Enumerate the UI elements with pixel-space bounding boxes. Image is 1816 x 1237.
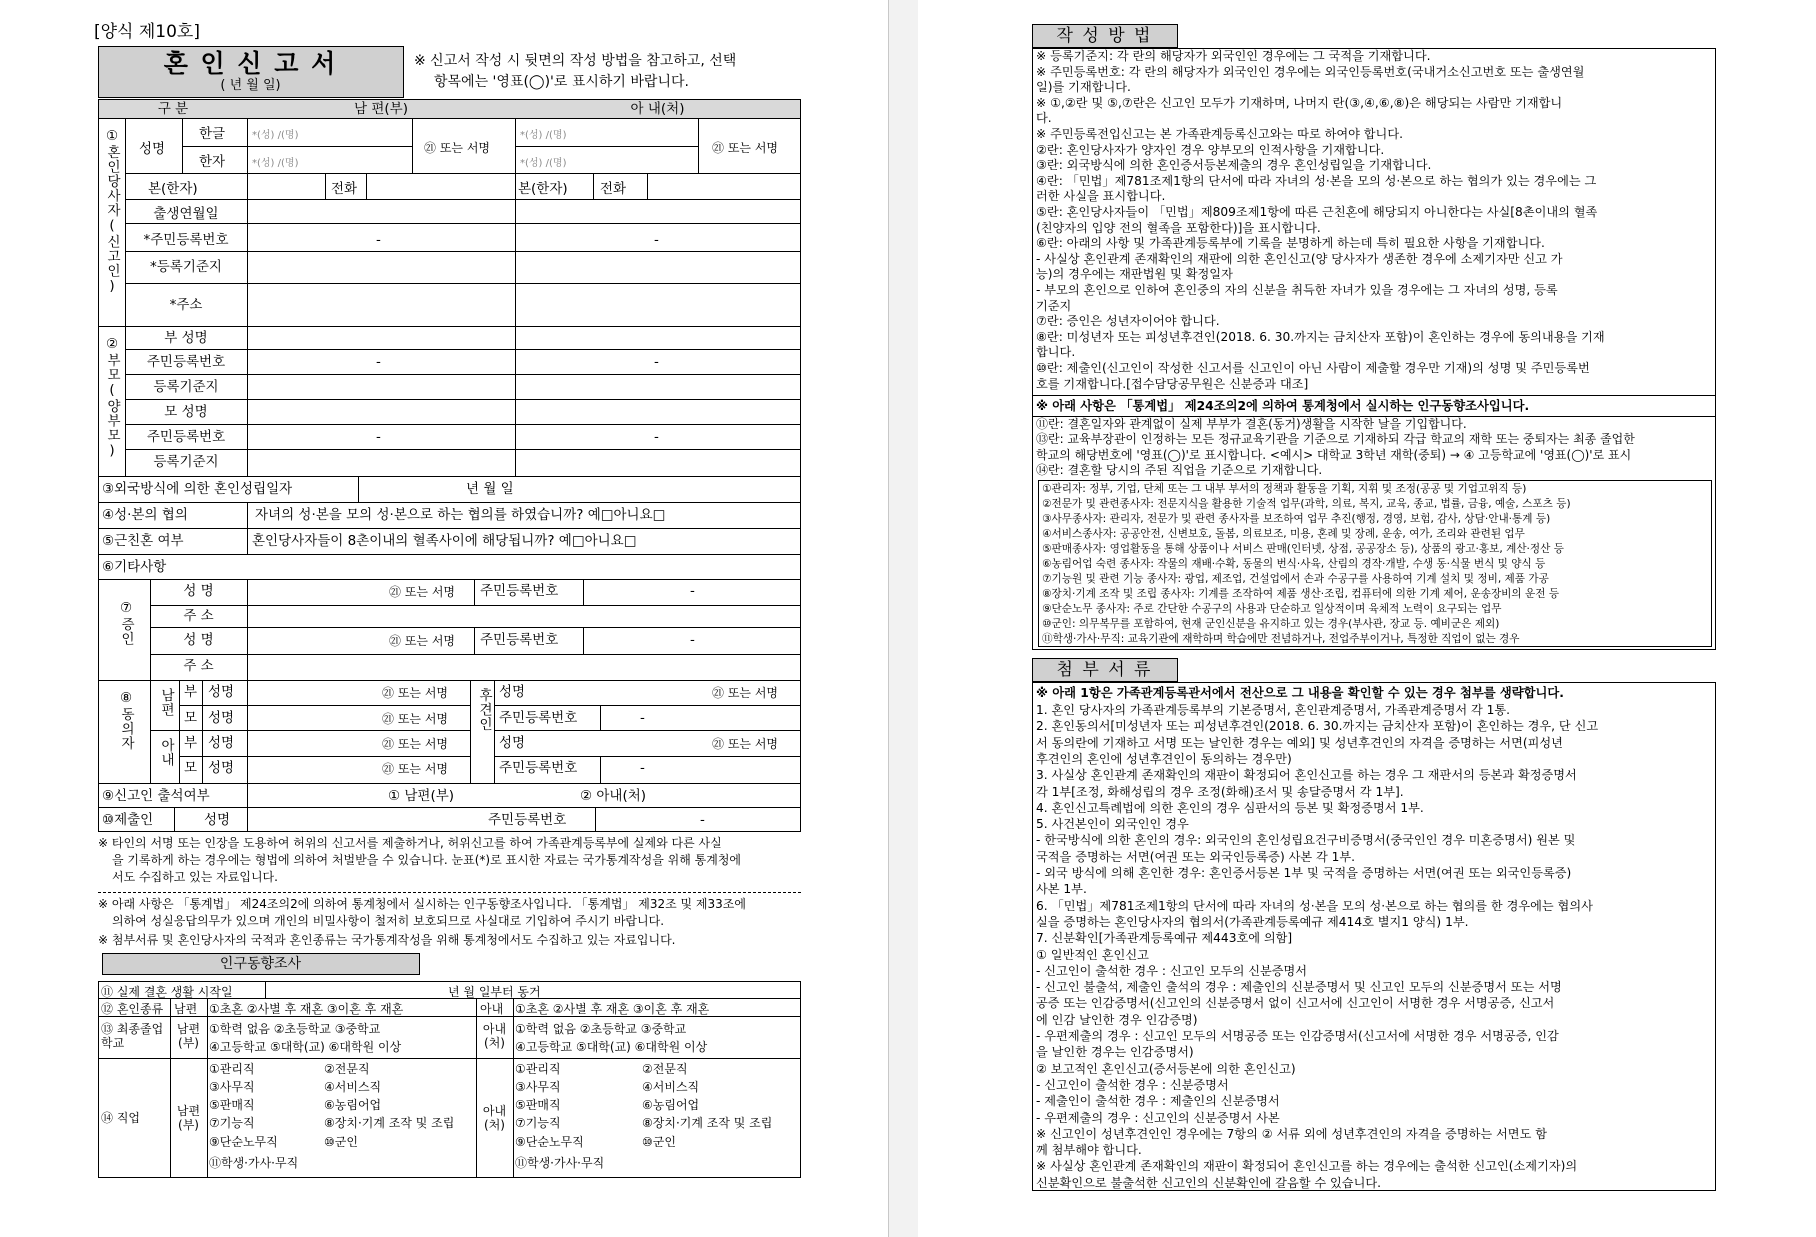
consent-hf-sign: ㉑ 또는 서명 <box>382 686 448 700</box>
job-h-4[interactable]: ④서비스직 <box>324 1080 382 1094</box>
attachments-title-box <box>1032 658 1178 682</box>
section10-label: ⑩제출인 <box>102 812 154 828</box>
father-rrn-dash-h: - <box>376 354 381 370</box>
bon-label: 본(한자) <box>148 181 198 197</box>
job-w-7[interactable]: ⑦기능직 <box>515 1116 561 1130</box>
instruction-line-14: - 사실상 혼인관계 존재확인의 재판에 의한 혼인신고(양 당사자가 생존한 경우에 소제기자만 신고 가 <box>1036 251 1563 266</box>
census-edu-husband: 남편(부) <box>176 1022 201 1050</box>
job-w-1[interactable]: ①관리직 <box>515 1062 561 1076</box>
attachment-line-20: 에 인감 날인한 경우 인감증명) <box>1036 1012 1198 1027</box>
form-number: [양식 제10호] <box>94 22 200 42</box>
consent-hm-sign: ㉑ 또는 서명 <box>382 712 448 726</box>
instruction-line-3: 일)를 기재합니다. <box>1036 80 1131 95</box>
job-description-line-7: ⑦기능원 및 관련 기능 종사자: 광업, 제조업, 건설업에서 손과 수공구를 사용하여 기계 설치 및 정비, 제품 가공 <box>1042 573 1549 585</box>
section1-label: ①혼인당사자(신고인) <box>104 128 120 295</box>
job-description-line-1: ①관리자: 정부, 기업, 단체 또는 그 내부 부서의 정책과 활동을 기획, 지휘 및 조정(공공 및 기업고위직 등) <box>1042 483 1527 495</box>
witness1-rrn-dash: - <box>690 583 695 599</box>
attachment-line-21: - 우편제출의 경우 : 신고인 모두의 서명공증 또는 인감증명서(신고서에 서명한 경우 서명공증, 인감 <box>1036 1029 1559 1043</box>
instruction-line-16: - 부모의 혼인으로 인하여 혼인중의 자의 신분을 취득한 자녀가 있을 경우에는 그 자녀의 성명, 등록 <box>1036 283 1558 297</box>
instruction-line-15: 능)의 경우에는 재판법원 및 확정일자 <box>1036 267 1233 282</box>
census-marriage-type-label: ⑫ 혼인종류 <box>101 1002 164 1016</box>
instruction-line-21: ⑩란: 제출인(신고인이 작성한 신고서를 신고인이 아닌 사람이 제출할 경우만 기재)의 성명 및 주민등록번 <box>1036 361 1590 375</box>
note3: ※ 첨부서류 및 혼인당사자의 국적과 혼인종류는 국가통계작성을 위해 통계청에서도 수집하고 있는 자료입니다. <box>98 933 676 947</box>
consent-wife-side: 아내 <box>158 738 174 767</box>
job-h-2[interactable]: ②전문직 <box>324 1062 370 1076</box>
job-h-7[interactable]: ⑦기능직 <box>209 1116 255 1130</box>
instruction-line-11: ⑤란: 혼인당사자들이 「민법」제809조제1항에 따른 근친혼에 해당되지 아니한다는 사실[8촌이내의 혈족 <box>1036 205 1598 219</box>
census-type-wife: 아내 <box>480 1002 504 1016</box>
job-w-10[interactable]: ⑩군인 <box>642 1135 676 1149</box>
instruction-line-7: ②란: 혼인당사자가 양자인 경우 양부모의 인적사항을 기재합니다. <box>1036 142 1385 157</box>
witness2-rrn-dash: - <box>690 632 695 648</box>
section3-ymd: 년 월 일 <box>466 481 514 497</box>
attachment-line-28: 께 첨부해야 합니다. <box>1036 1143 1142 1158</box>
job-w-2[interactable]: ②전문직 <box>642 1062 688 1076</box>
rrn-label: *주민등록번호 <box>143 232 229 248</box>
mother-name-label: 모 성명 <box>164 404 208 420</box>
consent-w-mother: 모 <box>184 760 198 776</box>
witness1-rrn-label: 주민등록번호 <box>480 583 559 599</box>
attachment-line-10: 국적을 증명하는 서면(여권 또는 외국인등록증) 사본 각 1부. <box>1036 849 1356 864</box>
instruction-line-5: 다. <box>1036 111 1052 126</box>
census-instruction-line-3: 학교의 해당번호에 '영표(◯)'로 표시합니다. <예시> 대학교 3학년 재학(중퇴) → ④ 고등학교에 '영표(◯)'로 표시 <box>1036 447 1632 462</box>
witness2-name-label: 성 명 <box>183 632 214 648</box>
attachment-line-19: 공증 또는 인감증명서(신고인의 신분증명서 없이 신고서에 신고인이 서명한 경우 서명공증, 신고서 <box>1036 996 1555 1011</box>
job-description-line-3: ③사무종사자: 관리자, 전문가 및 관련 종사자를 보조하여 업무 추진(행정, 경영, 보험, 감사, 상담·안내·통계 등) <box>1042 513 1551 525</box>
husband-sign-or: ㉑ 또는 서명 <box>424 141 490 155</box>
census-edu-wife-row2[interactable]: ④고등학교 ⑤대학(교) ⑥대학원 이상 <box>515 1040 708 1054</box>
instruction-line-8: ③란: 외국방식에 의한 혼인증서등본제출의 경우 혼인성립일을 기재합니다. <box>1036 158 1432 173</box>
attachment-line-29: ※ 사실상 혼인관계 존재확인의 재판이 확정되어 혼인신고를 하는 경우에는 출석한 신고인(소제기자)의 <box>1036 1159 1578 1174</box>
instruction-line-18: ⑦란: 증인은 성년자이어야 합니다. <box>1036 314 1220 329</box>
instruction-line-10: 러한 사실을 표시합니다. <box>1036 189 1166 204</box>
census-edu-label: ⑬ 최종졸업학교 <box>101 1022 164 1050</box>
submitter-rrn-label: 주민등록번호 <box>488 812 567 828</box>
instructions-title: 작 성 방 법 <box>1056 26 1153 46</box>
instruction-line-17: 기준지 <box>1036 298 1072 313</box>
job-h-11[interactable]: ⑪학생·가사·무직 <box>209 1156 299 1170</box>
section7-label: ⑦증인 <box>118 600 134 646</box>
statistics-notice: ※ 아래 사항은 「통계법」 제24조의2에 의하여 통계청에서 실시하는 인구동향조사입니다. <box>1036 399 1530 413</box>
job-description-line-11: ⑪학생·가사·무직: 교육기관에 재학하며 학습에만 전념하거나, 전업주부이거나, 특정한 직업이 없는 경우 <box>1042 633 1520 645</box>
attachment-line-9: - 한국방식에 의한 혼인의 경우: 외국인의 혼인성립요건구비증명서(중국인인 경우 미혼증명서) 원본 및 <box>1036 833 1576 848</box>
census-instruction-line-2: ⑬란: 교육부장관이 인정하는 모든 정규교육기관을 기준으로 기재하되 각급 학교의 재학 또는 중퇴자는 최종 졸업한 <box>1036 432 1635 447</box>
census-type-wife-options[interactable]: ①초혼 ②사별 후 재혼 ③이혼 후 재혼 <box>515 1002 710 1016</box>
job-w-9[interactable]: ⑨단순노무직 <box>515 1135 584 1149</box>
guardian-label: 후견인 <box>476 688 492 732</box>
instruction-line-19: ⑧란: 미성년자 또는 피성년후견인(2018. 6. 30.까지는 금치산자 포함)이 혼인하는 경우에 동의내용을 기재 <box>1036 329 1605 344</box>
census-job-wife: 아내(처) <box>482 1104 507 1132</box>
wife-rrn-dash: - <box>654 232 659 248</box>
job-description-line-2: ②전문가 및 관련종사자: 전문지식을 활용한 기술적 업무(과학, 의료, 복지, 교육, 종교, 법률, 금융, 예술, 스포츠 등) <box>1042 498 1571 510</box>
consent-husband-side: 남편 <box>158 688 174 717</box>
attachment-line-5: 3. 사실상 혼인관계 존재확인의 재판이 확정되어 혼인신고를 하는 경우 그 재판서의 등본과 확정증명서 <box>1036 768 1577 783</box>
job-h-10[interactable]: ⑩군인 <box>324 1135 358 1149</box>
census-edu-husband-row2[interactable]: ④고등학교 ⑤대학(교) ⑥대학원 이상 <box>209 1040 402 1054</box>
instruction-line-13: ⑥란: 아래의 사항 및 가족관계등록부에 기록을 분명하게 하는데 특히 필요한 사항을 기재합니다. <box>1036 236 1545 251</box>
attachment-line-26: - 우편제출의 경우 : 신고인의 신분증명서 사본 <box>1036 1110 1280 1125</box>
note2-line1: ※ 아래 사항은 「통계법」 제24조의2에 의하여 통계청에서 실시하는 인구동향조사입니다. 「통계법」 제32조 및 제33조에 <box>98 897 746 911</box>
job-w-6[interactable]: ⑥농림어업 <box>642 1098 700 1112</box>
section9-husband-option[interactable]: ① 남편(부) <box>388 788 455 804</box>
job-h-8[interactable]: ⑧장치·기계 조작 및 조립 <box>324 1116 455 1130</box>
form-notice-line1: ※ 신고서 작성 시 뒷면의 작성 방법을 참고하고, 선택 <box>414 53 737 69</box>
attachment-line-13: 6. 「민법」제781조제1항의 단서에 따라 자녀의 성·본을 모의 성·본으로 하는 협의를 한 경우에는 협의사 <box>1036 898 1593 913</box>
attachment-line-23: ② 보고적인 혼인신고(증서등본에 의한 혼인신고) <box>1036 1061 1296 1076</box>
husband-rrn-dash: - <box>376 232 381 248</box>
census-instruction-line-1: ⑪란: 결혼일자와 관계없이 실제 부부가 결혼(동거)생활을 시작한 날을 기입합니다. <box>1036 417 1467 431</box>
job-description-line-8: ⑧장치·기계 조작 및 조립 종사자: 기계를 조작하여 제품 생산·조립, 컴퓨터에 의한 기계 제어, 운송장비의 운전 등 <box>1042 588 1560 600</box>
instruction-line-20: 합니다. <box>1036 345 1076 360</box>
consent-hf-name: 성명 <box>208 684 235 700</box>
consent-wm-name: 성명 <box>208 760 235 776</box>
job-w-11[interactable]: ⑪학생·가사·무직 <box>515 1156 605 1170</box>
witness1-addr-label: 주 소 <box>183 608 214 624</box>
wife-phone-label: 전화 <box>600 181 627 197</box>
census-job-label: ⑭ 직업 <box>101 1111 140 1125</box>
section4-text: 자녀의 성·본을 모의 성·본으로 하는 협의를 하였습니까? 예□아니요□ <box>255 507 666 523</box>
guardian2-rrn: 주민등록번호 <box>499 760 578 776</box>
note1-line2: 을 기록하게 하는 경우에는 형법에 의하여 처벌받을 수 있습니다. 눈표(*)로 표시한 자료는 국가통계작성을 위해 통계청에 <box>112 853 742 867</box>
note1-line1: ※ 타인의 서명 또는 인장을 도용하여 허위의 신고서를 제출하거나, 허위신고를 하여 가족관계등록부에 실제와 다른 사실 <box>98 836 722 850</box>
statistics-notice-row <box>1032 395 1716 417</box>
attachment-line-16: ① 일반적인 혼인신고 <box>1036 947 1149 962</box>
witness1-name-label: 성 명 <box>183 583 214 599</box>
census-title: 인구동향조사 <box>219 956 302 972</box>
mother-rrn-dash-w: - <box>654 429 659 445</box>
section9-wife-option[interactable]: ② 아내(처) <box>580 788 647 804</box>
attachment-line-11: - 외국 방식에 의해 혼인한 경우: 혼인증서등본 1부 및 국적을 증명하는 서면(여권 또는 외국인등록증) <box>1036 866 1572 880</box>
attachment-line-1: 1. 혼인 당사자의 가족관계등록부의 기본증명서, 혼인관계증명서, 가족관계증명서 각 1통. <box>1036 703 1511 717</box>
note1-line3: 서도 수집하고 있는 자료입니다. <box>112 870 278 884</box>
guardian1-sign: ㉑ 또는 서명 <box>712 686 778 700</box>
consent-h-father: 부 <box>184 684 198 700</box>
census-instruction-line-4: ⑭란: 결혼할 당시의 주된 직업을 기준으로 기재합니다. <box>1036 463 1323 478</box>
census-edu-husband-row1[interactable]: ①학력 없음 ②초등학교 ③중학교 <box>209 1022 381 1036</box>
wife-bon-label: 본(한자) <box>518 181 568 197</box>
attachments-title: 첨 부 서 류 <box>1056 660 1153 680</box>
hangul-label: 한글 <box>199 126 226 142</box>
form-title: 혼 인 신 고 서 <box>163 49 338 78</box>
instruction-line-2: ※ 주민등록번호: 각 란의 해당자가 외국인인 경우에는 외국인등록번호(국내거소신고번호 또는 출생연월 <box>1036 64 1585 79</box>
form-title-box <box>98 46 404 98</box>
submitter-name-label: 성명 <box>204 812 231 828</box>
census-start-date-value: 년 월 일부터 동거 <box>448 985 541 999</box>
husband-phone-label: 전화 <box>331 181 358 197</box>
attachment-line-24: - 신고인이 출석한 경우 : 신분증명서 <box>1036 1077 1229 1092</box>
census-job-husband: 남편(부) <box>176 1104 201 1132</box>
job-description-line-5: ⑤판매종사자: 영업활동을 통해 상품이나 서비스 판매(인터넷, 상점, 공공장소 등), 상품의 광고·홍보, 계산·정산 등 <box>1042 543 1564 555</box>
attachment-line-27: ※ 신고인이 성년후견인인 경우에는 7항의 ② 서류 외에 성년후견인의 자격을 증명하는 서면도 함 <box>1036 1126 1547 1141</box>
census-edu-wife-row1[interactable]: ①학력 없음 ②초등학교 ③중학교 <box>515 1022 687 1036</box>
attachment-line-2: 2. 혼인동의서[미성년자 또는 피성년후견인(2018. 6. 30.까지는 금치산자 포함)이 혼인하는 경우, 단 신고 <box>1036 719 1599 734</box>
form-notice-line2: 항목에는 '영표(◯)'로 표시하기 바랍니다. <box>434 74 689 90</box>
guardian1-rrn-dash: - <box>640 710 645 726</box>
witness2-sign-or: ㉑ 또는 서명 <box>389 634 455 648</box>
witness1-sign-or: ㉑ 또는 서명 <box>389 585 455 599</box>
consent-h-mother: 모 <box>184 710 198 726</box>
birth-label: 출생연월일 <box>153 206 219 222</box>
father-reg-base-label: 등록기준지 <box>153 379 219 395</box>
job-w-3[interactable]: ③사무직 <box>515 1080 561 1094</box>
attachment-line-25: - 제출인이 출석한 경우 : 제출인의 신분증명서 <box>1036 1094 1280 1109</box>
mother-reg-base-label: 등록기준지 <box>153 454 219 470</box>
attachment-line-22: 을 날인한 경우는 인감증명서) <box>1036 1045 1194 1060</box>
consent-hm-name: 성명 <box>208 710 235 726</box>
husband-hangul-placeholder: *(성) /(명) <box>252 130 299 141</box>
job-h-1[interactable]: ①관리직 <box>209 1062 255 1076</box>
section2-label: ②부모(양부모) <box>104 336 120 460</box>
section6-label: ⑥기타사항 <box>102 559 167 575</box>
attachment-line-17: - 신고인이 출석한 경우 : 신고인 모두의 신분증명서 <box>1036 963 1308 978</box>
attachment-line-14: 실을 증명하는 혼인당사자의 협의서(가족관계등록예규 제414호 별지1 양식) 1부. <box>1036 914 1469 929</box>
wife-hangul-placeholder: *(성) /(명) <box>520 130 567 141</box>
census-title-box <box>102 953 420 975</box>
census-edu-wife: 아내(처) <box>482 1022 507 1050</box>
attachment-line-4: 후견인의 혼인에 성년후견인이 동의하는 경우만) <box>1036 751 1292 766</box>
job-description-line-4: ④서비스종사자: 공공안전, 신변보호, 돌봄, 의료보조, 미용, 혼례 및 장례, 운송, 여가, 조리와 관련된 업무 <box>1042 528 1525 540</box>
father-rrn-label: 주민등록번호 <box>146 354 226 370</box>
note2-line2: 의하여 성실응답의무가 있으며 개인의 비밀사항이 철저히 보호되므로 사실대로 기입하여 주시기 바랍니다. <box>112 914 665 928</box>
section9-label: ⑨신고인 출석여부 <box>102 788 210 804</box>
instruction-line-22: 호를 기재합니다.[접수담당공무원은 신분증과 대조] <box>1036 376 1309 391</box>
attachments-head: ※ 아래 1항은 가족관계등록관서에서 전산으로 그 내용을 확인할 수 있는 경우 첨부를 생략합니다. <box>1036 686 1564 700</box>
husband-hanja-placeholder: *(성) /(명) <box>252 158 299 169</box>
father-rrn-dash-w: - <box>654 354 659 370</box>
section3-label: ③외국방식에 의한 혼인성립일자 <box>102 481 293 497</box>
header-wife: 아 내(처) <box>630 101 685 117</box>
job-description-line-6: ⑥농림어업 숙련 종사자: 작물의 재배·수확, 동물의 번식·사육, 산림의 경작·개발, 수생 동·식물 번식 및 양식 등 <box>1042 558 1546 570</box>
consent-wf-name: 성명 <box>208 735 235 751</box>
header-husband: 남 편(부) <box>354 101 408 117</box>
attachment-line-18: - 신고인 불출석, 제출인 출석의 경우 : 제출인의 신분증명서 및 신고인 모두의 신분증명서 또는 서명 <box>1036 980 1562 995</box>
attachment-line-6: 각 1부[조정, 화해성립의 경우 조정(화해)조서 및 송달증명서 각 1부]. <box>1036 784 1404 799</box>
section5-text: 혼인당사자들이 8촌이내의 혈족사이에 해당됩니까? 예□아니요□ <box>252 533 637 549</box>
attachment-line-7: 4. 혼인신고특례법에 의한 혼인의 경우 심판서의 등본 및 확정증명서 1부. <box>1036 800 1424 815</box>
guardian1-name: 성명 <box>499 684 526 700</box>
consent-w-father: 부 <box>184 735 198 751</box>
mother-rrn-dash-h: - <box>376 429 381 445</box>
father-name-label: 부 성명 <box>164 330 208 346</box>
mother-rrn-label: 주민등록번호 <box>146 429 226 445</box>
census-type-husband: 남편 <box>174 1002 198 1016</box>
header-gubun: 구 분 <box>157 101 189 117</box>
hanja-label: 한자 <box>199 154 226 170</box>
job-w-8[interactable]: ⑧장치·기계 조작 및 조립 <box>642 1116 773 1130</box>
reg-base-label: *등록기준지 <box>150 259 222 275</box>
attachment-line-30: 신분확인으로 불출석한 신고인의 신분확인에 갈음할 수 있습니다. <box>1036 1175 1381 1190</box>
instruction-line-4: ※ ①,②란 및 ⑤,⑦란은 신고인 모두가 기재하며, 나머지 란(③,④,⑥,⑧)은 해당되는 사람만 기재합니 <box>1036 95 1563 110</box>
witness2-rrn-label: 주민등록번호 <box>480 632 559 648</box>
job-h-5[interactable]: ⑤판매직 <box>209 1098 255 1112</box>
section5-label: ⑤근친혼 여부 <box>102 533 184 549</box>
guardian2-rrn-dash: - <box>640 760 645 776</box>
job-w-5[interactable]: ⑤판매직 <box>515 1098 561 1112</box>
name-label: 성명 <box>139 141 166 157</box>
job-w-4[interactable]: ④서비스직 <box>642 1080 700 1094</box>
guardian2-sign: ㉑ 또는 서명 <box>712 737 778 751</box>
attachment-line-12: 사본 1부. <box>1036 882 1087 897</box>
form-date-line: ( 년 월 일) <box>220 78 281 93</box>
job-h-3[interactable]: ③사무직 <box>209 1080 255 1094</box>
form-page-back <box>918 0 1816 1237</box>
guardian2-name: 성명 <box>499 735 526 751</box>
attachment-line-3: 서 동의란에 기재하고 서명 또는 날인한 경우는 예외] 및 성년후견인의 자격을 증명하는 서면(피성년 <box>1036 735 1563 750</box>
section4-label: ④성·본의 협의 <box>102 507 188 523</box>
wife-sign-or: ㉑ 또는 서명 <box>712 141 778 155</box>
submitter-rrn-dash: - <box>700 812 705 828</box>
consent-wf-sign: ㉑ 또는 서명 <box>382 737 448 751</box>
cut-line <box>98 892 801 893</box>
address-label: *주소 <box>169 297 203 313</box>
instruction-line-12: (친양자의 입양 전의 혈족을 포함한다)]을 표시합니다. <box>1036 220 1321 235</box>
job-description-line-10: ⑩군인: 의무복무를 포함하여, 현재 군인신분을 유지하고 있는 경우(부사관, 장교 등. 예비군은 제외) <box>1042 618 1500 630</box>
form-page-front <box>0 0 888 1237</box>
census-start-date-label: ⑪ 실제 결혼 생활 시작일 <box>101 985 233 999</box>
instruction-line-1: ※ 등록기준지: 각 란의 해당자가 외국인인 경우에는 그 국적을 기재합니다. <box>1036 49 1431 63</box>
section8-label: ⑧동의자 <box>118 690 134 751</box>
job-h-9[interactable]: ⑨단순노무직 <box>209 1135 278 1149</box>
wife-hanja-placeholder: *(성) /(명) <box>520 158 567 169</box>
instructions-title-box <box>1032 24 1178 48</box>
consent-wm-sign: ㉑ 또는 서명 <box>382 762 448 776</box>
attachment-line-15: 7. 신분확인[가족관계등록예규 제443호에 의함] <box>1036 931 1293 946</box>
page-gutter <box>888 0 920 1237</box>
instruction-line-6: ※ 주민등록전입신고는 본 가족관계등록신고와는 따로 하여야 합니다. <box>1036 127 1403 141</box>
job-h-6[interactable]: ⑥농림어업 <box>324 1098 382 1112</box>
guardian1-rrn: 주민등록번호 <box>499 710 578 726</box>
instruction-line-9: ④란: 「민법」제781조제1항의 단서에 따라 자녀의 성·본을 모의 성·본으로 하는 협의가 있는 경우에는 그 <box>1036 173 1597 188</box>
job-description-line-9: ⑨단순노무 종사자: 주로 간단한 수공구의 사용과 단순하고 일상적이며 육체적 노력이 요구되는 업무 <box>1042 603 1502 615</box>
census-type-husband-options[interactable]: ①초혼 ②사별 후 재혼 ③이혼 후 재혼 <box>209 1002 404 1016</box>
witness2-addr-label: 주 소 <box>183 658 214 674</box>
attachment-line-8: 5. 사건본인이 외국인인 경우 <box>1036 817 1189 832</box>
